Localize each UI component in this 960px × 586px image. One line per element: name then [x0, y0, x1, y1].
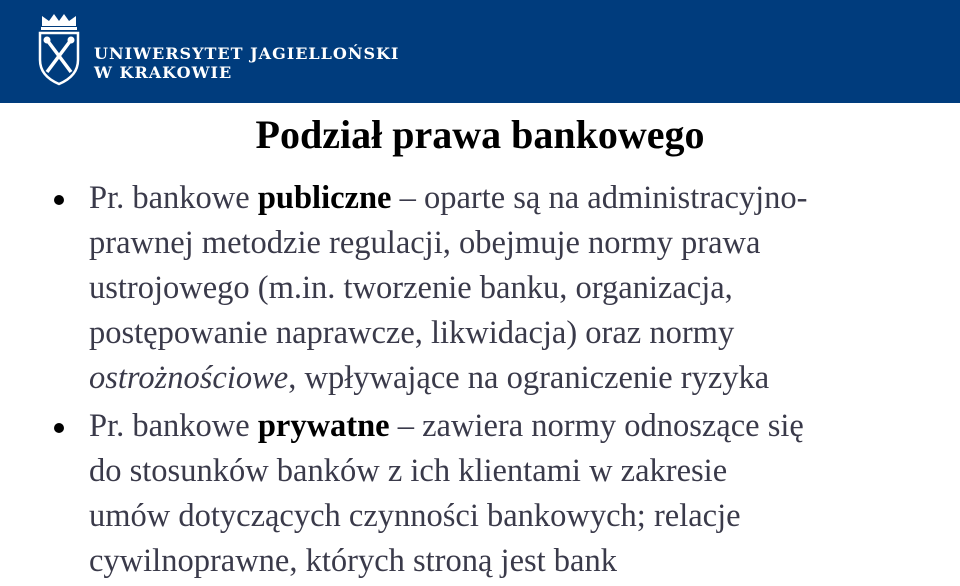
bullet-line: cywilnoprawne, których stroną jest bank	[89, 543, 617, 579]
university-name-line1: UNIWERSYTET JAGIELLOŃSKI	[94, 44, 400, 63]
bullet-line: umów dotyczących czynności bankowych; relacje	[89, 498, 741, 534]
bold-term: publiczne	[257, 180, 392, 216]
bullet-line: ostrożnościowe, wpływające na ograniczenie ryzyka	[89, 360, 770, 396]
italic-term: ostrożnościowe	[89, 360, 289, 396]
header-bar	[0, 0, 960, 103]
bullet-line: postępowanie naprawcze, likwidacja) oraz normy	[89, 315, 735, 351]
bullet-dot	[54, 195, 64, 205]
university-name	[94, 44, 399, 82]
bullet-line: do stosunków banków z ich klientami w zakresie	[89, 453, 728, 489]
bullet-line: Pr. bankowe prywatne – zawiera normy odnoszące się	[89, 408, 804, 444]
university-crest-icon	[36, 12, 82, 86]
bullet-line: prawnej metodzie regulacji, obejmuje normy prawa	[89, 225, 761, 261]
bullet-private-law	[0, 404, 960, 584]
bold-term: prywatne	[257, 408, 390, 444]
bullet-line: ustrojowego (m.in. tworzenie banku, organizacja,	[89, 270, 733, 306]
bullet-dot	[54, 423, 64, 433]
slide-title: Podział prawa bankowego	[255, 112, 705, 157]
university-name-line2: W KRAKOWIE	[94, 63, 233, 82]
bullet-public-law	[0, 176, 960, 401]
bullet-line: Pr. bankowe publiczne – oparte są na administracyjno-	[89, 180, 808, 216]
bullet-list	[0, 176, 960, 584]
